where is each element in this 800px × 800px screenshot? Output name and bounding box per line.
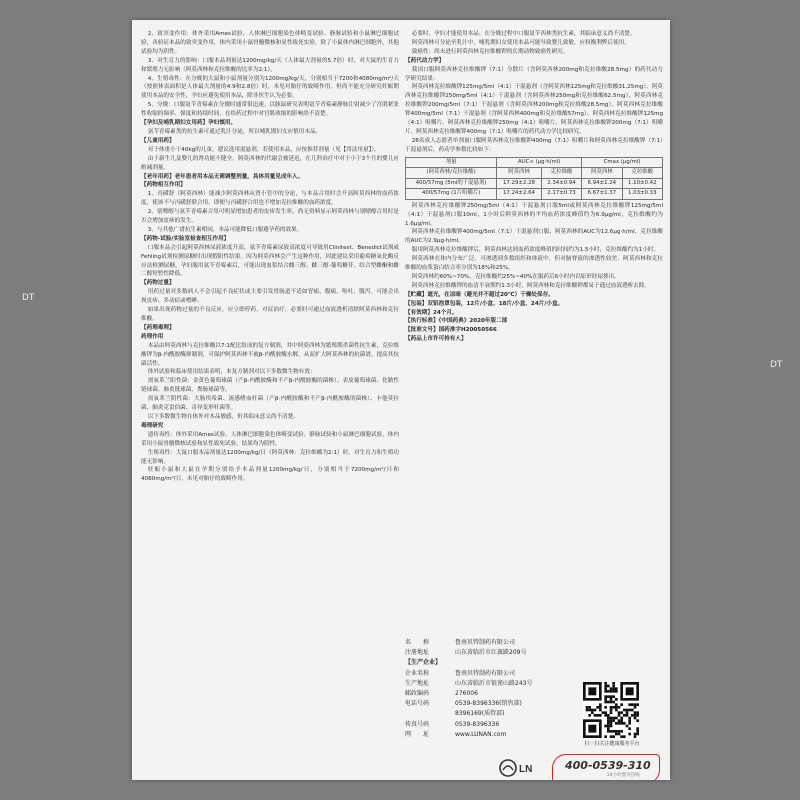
paragraph: 4、生殖毒性：在分娩的大鼠和小鼠剂量分别为1200mg/kg/天，分别相当于7200和4080mg/m²/天（按照体表面积是人体最大剂量的4.9和2.8倍）时，未见对胎仔的致畸作用。但尚不能充分研究妊娠期使用本品的安全性，孕妇应避免使用本品，除非医生认为必要。 <box>141 75 399 100</box>
table-cell: 17.29±2.28 <box>497 178 542 189</box>
right-column <box>405 30 663 344</box>
section-heading: 【批准文号】国药准字H20050566 <box>405 327 497 334</box>
table-header: Cmax (μg/ml) <box>582 157 663 168</box>
paragraph: 氨苄青霉素类的抗生素可通过乳汁分泌，所以哺乳期妇女应慎用本品。 <box>147 128 322 135</box>
info-value: 276006 <box>455 690 478 698</box>
lunan-logo-icon <box>498 758 546 778</box>
section-heading: 【药物过量】 <box>141 280 175 287</box>
paragraph: 服用阿莫西林克拉维酸钾后，阿莫西林达到血药浓度峰值的时间约为1.5小时，克拉维酸约为1小时。 <box>411 247 660 254</box>
paragraph: 妊娠小鼠和大鼠在孕期分别给予本品剂量1200mg/kg/日，分别相当于7200mg/m²/日和4080mg/m²/日，未见对胎仔的致畸作用。 <box>141 467 399 483</box>
hotline-number: 400-0539-310 <box>565 759 651 772</box>
section-heading: 【孕妇及哺乳期妇女用药】孕妇慎用。 <box>141 120 237 127</box>
info-value: 山东省临沂市银雀山路243号 <box>455 679 533 687</box>
paragraph: 口服本品会引起阿莫西林尿液浓度升高，氨苄青霉素尿液高浓度可导致用Clinitest、Benedict试剂或Fehling试剂检测尿糖时出现假阳性结果。因为阿莫西林会产生这种作用，因此建议采用葡萄糖氧化酶反应法检测尿糖。孕妇服用氨苄青霉素后，可能出现血浆结合雌三醇、雌三醇-葡萄糖苷、结合型雌酮和雌二醇短暂性降低。 <box>141 244 399 278</box>
info-row <box>405 669 663 679</box>
paragraph: 阿莫西林克拉维酸钾的血清半衰期约1.3小时，阿莫西林和克拉维酸钾都易于通过血液透析去除。 <box>411 282 650 289</box>
table-row <box>406 178 663 189</box>
svg-text:LN: LN <box>519 764 533 775</box>
paragraph: 对于体重小于40kg的儿童，建议选用混悬剂，若使用本品，应按推荐剂量（见【用法用量】）。 <box>147 146 380 153</box>
left-column <box>141 30 399 484</box>
watermark-right: DT <box>770 360 783 370</box>
table-subheader: 阿莫西林 <box>582 168 622 179</box>
table-subheader: 克拉维酸 <box>541 168 581 179</box>
paragraph: 阿莫西林克拉维酸钾400mg/5ml（7:1）干混悬剂口服，阿莫西林的AUC为12.6μg·h/ml，克拉维酸的AUC为2.9μg·h/ml。 <box>405 229 663 245</box>
watermark-left: DT <box>22 293 35 303</box>
paragraph: 本品由阿莫西林与克拉维酸以7:1配比组成的复方制剂，其中阿莫西林为繁殖期杀菌性抗生素，克拉维酸钾为β-内酰胺酶抑制剂，可保护阿莫西林不被β-内酰胺酶水解，从而扩大阿莫西林的抗菌谱，提高其抗菌活性。 <box>141 342 399 367</box>
pk-parameter-table <box>405 157 663 200</box>
info-label: 生产地址 <box>405 679 430 687</box>
section-heading: 【药物-试验/实验室检查相互作用】 <box>141 235 230 242</box>
paragraph: 阿莫西林约60%~70%、克拉维酸约25%~40%在服药后6小时内以原形经尿排出。 <box>411 273 620 280</box>
section-heading: 【贮藏】遮光，在凉暗（避光并不超过20℃）干燥处保存。 <box>405 291 554 298</box>
table-cell: 1.03±0.33 <box>622 189 662 200</box>
paragraph: 3、与其他广谱抗生素相同，本品可能降低口服避孕药的效果。 <box>147 226 303 233</box>
section-heading: 【药代动力学】 <box>405 57 445 64</box>
table-cell: 6.67±1.37 <box>582 189 622 200</box>
section-heading: 【包装】双铝泡罩包装，12片/小盒、18片/小盒、24片/小盒。 <box>405 300 564 307</box>
section-heading: 【药品上市许可持有人】 <box>405 336 467 343</box>
table-subheader: 阿莫西林 <box>497 168 542 179</box>
info-label: 传真号码 <box>405 720 430 728</box>
paragraph: 1、丙磺舒（阿莫西林）能减少阿莫西林从肾小管中的分泌，与本品合用时会升高阿莫西林的血药浓度，使该不与丙磺舒联合用。即便与丙磺舒合用也不增加克拉维酸的血药浓度。 <box>141 191 399 207</box>
table-cell: 1.10±0.42 <box>622 178 662 189</box>
table-cell: 17.24±2.64 <box>497 189 542 200</box>
info-label <box>405 709 455 719</box>
paragraph: 5、分娩：口服氨苄青霉素在分娩时通常很迅速。以豚鼠研究表明氨苄青霉素静脉注射减少了宫肌紧张性收缩的频率、强度和持续时间，在给药过程中对宫肌收缩的影响尚不清楚。 <box>141 102 399 118</box>
table-subheader: (阿莫西林/克拉维酸) <box>406 168 497 179</box>
paragraph: 需氧革兰阴性菌：大肠埃希菌、流感嗜血杆菌（产β-内酰胺酶和不产β-内酰胺酶的菌株）、卡他莫拉菌、肺炎克雷伯菌、奇异变形杆菌等。 <box>141 396 399 412</box>
table-cell: 400/57mg (5ml的干混悬剂) <box>406 178 497 189</box>
paragraph: 阿莫西林在体内分布广泛，可渗透到多数组织和体液中，但对脑脊液的渗透性较差。阿莫西林和克拉维酸的血浆蛋白结合率分别为18%和25%。 <box>405 256 663 272</box>
qr-code <box>583 682 639 738</box>
info-label: 电话号码 <box>405 700 430 708</box>
table-cell: 6.94±1.24 <box>582 178 622 189</box>
info-value: www.LUNAN.com <box>455 730 507 738</box>
paragraph: 阿莫西林克拉维酸钾250mg/5ml（4:1）干混悬剂口服5ml或阿莫西林克拉维酸钾125mg/5ml（4:1）干混悬剂口服10ml，1小时后阿莫西林的平均血药浓度峰值约为6.9μg/ml，克拉维酸约为1.6μg/ml。 <box>405 202 663 227</box>
paragraph: 28名成人志愿者单剂量口服阿莫西林克拉维酸钾400mg（7:1）咀嚼片和阿莫西林克拉维酸钾（7:1）干混悬剂后，药动学参数比较如下： <box>405 137 663 153</box>
paragraph: 阿莫西林克拉维酸钾125mg/5ml（4:1）干混悬剂（含阿莫西林125mg和克拉维酸31.25mg）、阿莫西林克拉维酸钾250mg/5ml（4:1）干混悬剂（含阿莫西林250mg和克拉维酸62.5mg）、阿莫西林克拉维酸钾200mg/5ml（7:1）干混悬剂（含阿莫西林200mg和克拉维酸28.5mg）、阿莫西林克拉维酸钾400mg/5ml（7:1）干混悬剂（含阿莫西林400mg和克拉维酸57mg）、阿莫西林克拉维酸钾125mg（4:1）咀嚼片、阿莫西林克拉维酸钾250mg（4:1）咀嚼片、阿莫西林克拉维酸钾200mg（7:1）咀嚼片、阿莫西林克拉维酸钾400mg（7:1）咀嚼片的药代动力学比较研究。 <box>405 84 663 135</box>
section-heading: 【执行标准】《中国药典》2020年版二部 <box>405 318 508 325</box>
info-value: 鲁南贝特制药有限公司 <box>455 639 516 646</box>
info-label: 名 称 <box>405 639 430 646</box>
paragraph: 如果出现药物过量的不良反应，应立即停药，对症治疗。必要时可通过血液透析清除阿莫西林和克拉维酸。 <box>141 307 399 322</box>
paragraph: 遗传毒性：体外采用Ames试验、人体淋巴细胞染色体畸变试验、静脉试验和小鼠淋巴细胞试验，体内采用小鼠骨髓微核试验和显性致死试验，结果均为阴性。 <box>141 431 399 447</box>
qr-caption: 扫一扫关注健康服务平台 <box>584 741 640 747</box>
table-subheader: 克拉维酸 <box>622 168 662 179</box>
info-row <box>405 648 663 658</box>
paragraph: 生殖毒性：大鼠口服本品剂量达1200mg/kg/日（阿莫西林：克拉维酸为2:1）时，对生育力和生殖功能无影响。 <box>141 449 399 465</box>
info-row <box>405 638 663 648</box>
section-heading: 毒理研究 <box>141 422 164 429</box>
paragraph: 致癌性：尚未进行阿莫西林克拉维酸钾的长期动物致癌性研究。 <box>411 48 569 55</box>
info-value: 鲁南贝特制药有限公司 <box>455 669 516 677</box>
info-value: 0539-8396336 <box>455 720 500 728</box>
info-label: 网 址 <box>405 730 430 738</box>
section-heading: 药理作用 <box>141 333 164 340</box>
package-insert-page <box>132 20 670 780</box>
paragraph: 必要时，孕妇才能使用本品。在分娩过程中口服氨苄西林类抗生素，其临床意义尚不清楚。 <box>411 31 636 37</box>
paragraph: 阿莫西林可分泌至乳汁中，哺乳期妇女使用本品可能导致婴儿致敏，应权衡利弊后使用。 <box>411 39 630 46</box>
info-value: 8396169(质管部) <box>455 710 505 718</box>
paragraph: 我国口服阿莫西林克拉维酸钾（7:1）分散片（含阿莫西林200mg和克拉维酸28.5mg）的药代动力学研究结果： <box>405 66 663 82</box>
section-heading: 【药物相互作用】 <box>141 182 186 189</box>
paragraph: 2、别嘌醇与氨苄青霉素合用可明显增加患者的皮疹发生率，尚无资料显示阿莫西林与别嘌醇合用时是否会增加皮疹的发生。 <box>141 209 399 225</box>
table-cell: 400/57mg (1片咀嚼片) <box>406 189 497 200</box>
table-header: AUC∞ (μg·h/ml) <box>497 157 582 168</box>
service-hotline <box>552 754 660 780</box>
paragraph: 体外试验和临床使用结果表明，本复方制剂对以下多数微生物有效： <box>147 369 316 376</box>
section-heading: 【有效期】24个月。 <box>405 309 458 316</box>
paragraph: 3、对生育力的影响：口服本品剂量达1200mg/kg/天（人体最大剂量的5.7倍）时，对大鼠的生育力和繁殖力无影响（阿莫西林和克拉维酸的比率为2:1）。 <box>141 57 399 73</box>
section-heading: 【老年用药】老年患者用本品无需调整剂量，具体用量见成年人。 <box>141 173 304 180</box>
section-heading: 【药理毒理】 <box>141 324 175 331</box>
info-label: 企业名称 <box>405 669 430 677</box>
info-value: 山东省临沂市红旗路209号 <box>455 649 527 657</box>
table-cell: 2.17±0.73 <box>541 189 581 200</box>
paragraph: 以下多数微生物在体外对本品敏感，但其临床意义尚不清楚。 <box>147 413 299 420</box>
info-label: 注册地址 <box>405 649 430 657</box>
section-heading: 【儿童用药】 <box>141 137 175 144</box>
paragraph: 2、致突变作用：体外采用Ames试验、人体淋巴细胞染色体畸变试验、静脉试验和小鼠淋巴细胞试验，各验证本品的致突变作用，体内采用小鼠骨髓微核和显性致死实验，除了小鼠体内淋巴细胞外，其他试验均为阴性。 <box>141 31 399 55</box>
paragraph: 需氧革兰阳性菌：金黄色葡萄球菌（产β-内酰胺酶和不产β-内酰胺酶的菌株）、表皮葡萄球菌、化脓性链球菌、肺炎链球菌、粪肠球菌等。 <box>141 378 399 394</box>
paragraph: 由于新生儿及婴儿的肾功能不健全，阿莫西林的代谢会被延迟，在儿科治疗中对于小于3个月的婴儿应酌减剂量。 <box>141 155 399 171</box>
hotline-subtitle: 24小时服务热线 <box>607 773 640 778</box>
info-label: 邮政编码 <box>405 690 430 698</box>
table-cell: 2.34±0.94 <box>541 178 581 189</box>
table-header: 剂量 <box>406 157 497 168</box>
producer-heading: 【生产企业】 <box>405 659 442 667</box>
info-value: 0539-8396336(销售部) <box>455 700 522 708</box>
table-row <box>406 189 663 200</box>
paragraph: 用药过量对多数病人不会引起不良症状或主要引发胃肠道不适如胃痛、腹痛、呕吐、腹泻。可能会出现皮疹、多动症或嗜睡。 <box>141 289 399 305</box>
